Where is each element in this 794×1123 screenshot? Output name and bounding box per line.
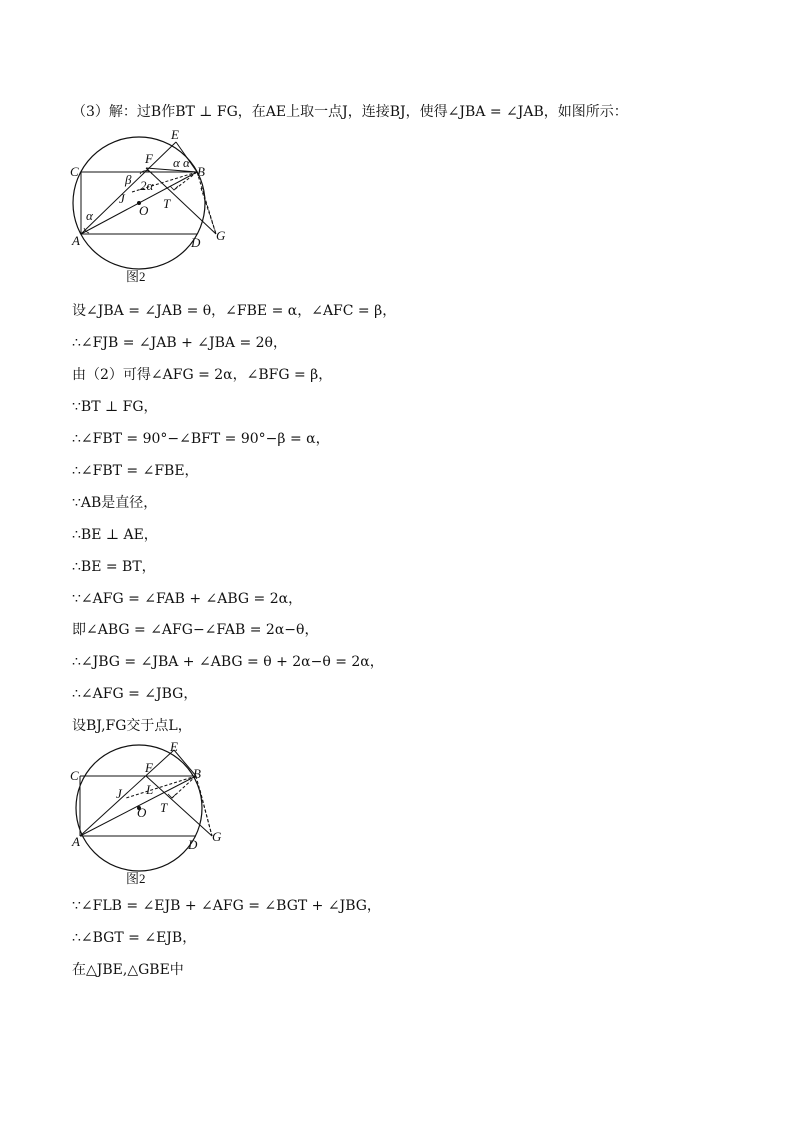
label-C: C [70,164,79,179]
label-alpha-top2: α [183,155,190,170]
label-F: F [145,151,153,166]
line-5: ∵BT ⊥ FG， [72,399,158,415]
label-beta: β [125,172,132,187]
line-1: （3）解：过B作BT ⊥ FG，在AE上取一点J，连接BJ，使得∠JBA = ∠JAB，如图所示： [72,104,628,120]
line-13: ∴∠JBG = ∠JBA + ∠ABG = θ + 2α−θ = 2α， [72,654,384,670]
label-T: T [163,196,171,211]
label-A: A [72,233,80,248]
line-15: 设BJ,FG交于点L， [72,718,192,734]
label-B: B [193,766,201,781]
label-T: T [160,800,168,815]
line-11: ∵∠AFG = ∠FAB + ∠ABG = 2α， [72,591,303,607]
figure-caption-1: 图2 [126,269,146,284]
line-3: ∴∠FJB = ∠JAB + ∠JBA = 2θ， [72,335,287,351]
line-7: ∴∠FBT = ∠FBE， [72,463,199,479]
geometry-figure-1 [60,130,260,290]
label-E: E [171,130,179,142]
label-J: J [119,191,125,206]
line-10: ∴BE = BT， [72,559,156,575]
label-B: B [197,164,205,179]
line-9: ∴BE ⊥ AE， [72,527,158,543]
label-E: E [170,739,178,754]
label-J: J [116,786,122,801]
label-alpha-left: α [86,208,93,223]
label-2alpha: 2α [140,178,154,193]
line-14: ∴∠AFG = ∠JBG， [72,686,198,702]
label-F: F [145,760,153,775]
label-G: G [212,829,222,844]
label-O: O [137,805,147,820]
line-8: ∵AB是直径， [72,495,158,511]
line-17: ∴∠BGT = ∠EJB， [72,930,197,946]
figure-caption-2: 图2 [126,871,146,886]
label-D: D [191,235,201,250]
geometry-figure-2 [60,738,260,890]
label-A: A [72,834,80,849]
label-G: G [216,228,226,243]
line-4: 由（2）可得∠AFG = 2α，∠BFG = β， [72,367,333,383]
line-18: 在△JBE,△GBE中 [72,962,184,978]
label-L: L [146,782,154,797]
line-12: 即∠ABG = ∠AFG−∠FAB = 2α−θ， [72,622,319,638]
line-2: 设∠JBA = ∠JAB = θ，∠FBE = α，∠AFC = β， [72,303,397,319]
line-16: ∵∠FLB = ∠EJB + ∠AFG = ∠BGT + ∠JBG， [72,898,381,914]
line-6: ∴∠FBT = 90°−∠BFT = 90°−β = α， [72,431,330,447]
label-alpha-top: α [173,155,180,170]
label-D: D [188,837,198,852]
label-O: O [139,203,149,218]
label-C: C [70,768,79,783]
